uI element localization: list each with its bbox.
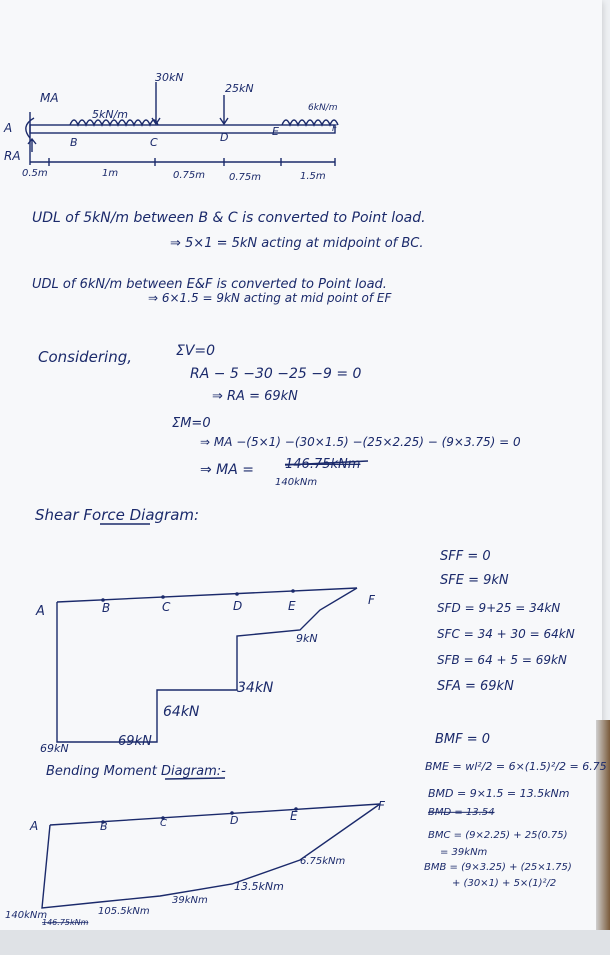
bmd-val-b: 105.5kNm [98, 906, 150, 917]
sfd-dot-d [235, 592, 239, 596]
dim-5: 1.5m [300, 171, 326, 182]
bmd-val-d: 13.5kNm [234, 880, 284, 893]
equilibrium-work [38, 343, 521, 488]
bm-calc-2: BME = wl²/2 = 6×(1.5)²/2 = 6.75 [425, 760, 607, 773]
sfd-e: E [288, 599, 296, 613]
sfd-title: Shear Force Diagram: [35, 506, 200, 524]
label-b: B [70, 136, 78, 149]
udl-5-label: 5kN/m [92, 108, 129, 121]
ma-value-struck: 146.75kNm [285, 457, 361, 472]
ma-prefix: ⇒ MA = [200, 462, 255, 478]
reaction-arrow [28, 139, 36, 152]
sfd-dot-e [291, 589, 295, 593]
sfd-b: B [102, 601, 111, 615]
dim-3: 0.75m [173, 170, 206, 181]
udl-notes [32, 210, 426, 305]
label-c: C [150, 136, 158, 149]
udl1-line2: ⇒ 5×1 = 5kN acting at midpoint of BC. [170, 236, 424, 251]
bmd-d: D [230, 814, 239, 827]
bm-calc-1: BMF = 0 [435, 732, 491, 747]
bm-calc-4: BMD = 13.54 [428, 807, 495, 818]
dim-1: 0.5m [22, 168, 48, 179]
dim-4: 0.75m [229, 172, 262, 183]
sum-v: ΣV=0 [176, 343, 216, 359]
sfd-dot-c [161, 595, 165, 599]
bmd-c: C [160, 818, 167, 829]
bmd-b: B [100, 820, 108, 833]
beam-sketch [3, 71, 338, 183]
sfd-val-64: 64kN [163, 704, 200, 720]
bm-calc-6: = 39kNm [440, 847, 488, 858]
sf-calc-3: SFD = 9+25 = 34kN [437, 601, 561, 615]
load-25-arrow [220, 95, 228, 124]
sfd-d: D [233, 599, 243, 613]
sfd-a: A [36, 604, 45, 619]
dim-2: 1m [102, 168, 119, 179]
bmd-val-a: 140kNm [5, 910, 48, 921]
bmd-val-a-struck: 146.75kNm [42, 918, 89, 927]
load-30-label: 30kN [155, 71, 184, 84]
bmd-val-c: 39kNm [172, 895, 208, 906]
sfd-val-9: 9kN [296, 632, 318, 645]
sfd-val-34: 34kN [237, 680, 274, 696]
sfd-f: F [368, 593, 375, 607]
bm-calc-7: BMB = (9×3.25) + (25×1.75) [424, 862, 572, 873]
sfd-val-69a: 69kN [40, 742, 69, 755]
label-ma: MA [40, 91, 59, 105]
sf-calc-6: SFA = 69kN [437, 679, 514, 694]
udl2-line1: UDL of 6kN/m between E&F is converted to Point load. [32, 277, 387, 292]
udl1-line1: UDL of 5kN/m between B & C is converted to Point load. [32, 210, 426, 226]
load-25-label: 25kN [225, 82, 254, 95]
udl-6-coils [282, 120, 338, 125]
bm-calc-5: BMC = (9×2.25) + 25(0.75) [428, 830, 568, 841]
udl-6-label: 6kN/m [308, 103, 338, 113]
label-ra: RA [4, 149, 21, 163]
ma-equation: ⇒ MA −(5×1) −(30×1.5) −(25×2.25) − (9×3.75) = 0 [200, 435, 521, 449]
sf-calc-4: SFC = 34 + 30 = 64kN [437, 627, 575, 641]
bmd-a: A [30, 819, 39, 833]
ra-value: ⇒ RA = 69kN [212, 389, 298, 404]
beam-body [30, 125, 335, 133]
shear-force-diagram [35, 506, 575, 755]
bmd-title: Bending Moment Diagram:- [46, 764, 226, 779]
sf-calc-2: SFE = 9kN [440, 573, 509, 588]
load-30-arrow [152, 82, 160, 124]
label-d: D [220, 131, 229, 144]
label-f: F [332, 124, 338, 134]
sum-m: ΣM=0 [172, 416, 211, 431]
considering-label: Considering, [38, 348, 133, 366]
label-e: E [272, 125, 279, 138]
label-a: A [4, 121, 13, 135]
sf-calc-5: SFB = 64 + 5 = 69kN [437, 653, 567, 667]
bending-moment-diagram [5, 732, 607, 927]
ra-equation: RA − 5 −30 −25 −9 = 0 [190, 366, 362, 382]
bmd-val-e: 6.75kNm [300, 856, 346, 867]
udl2-line2: ⇒ 6×1.5 = 9kN acting at mid point of EF [148, 291, 392, 305]
bmd-title-underline [165, 778, 225, 779]
sfd-c: C [162, 600, 171, 614]
sf-calc-1: SFF = 0 [440, 549, 491, 564]
ma-value: 140kNm [275, 477, 318, 488]
bm-calc-3: BMD = 9×1.5 = 13.5kNm [428, 787, 570, 800]
bmd-f: F [378, 799, 385, 813]
sfd-val-69b: 69kN [118, 734, 152, 749]
bmd-e: E [290, 809, 298, 823]
bm-calc-8: + (30×1) + 5×(1)²/2 [452, 878, 557, 889]
